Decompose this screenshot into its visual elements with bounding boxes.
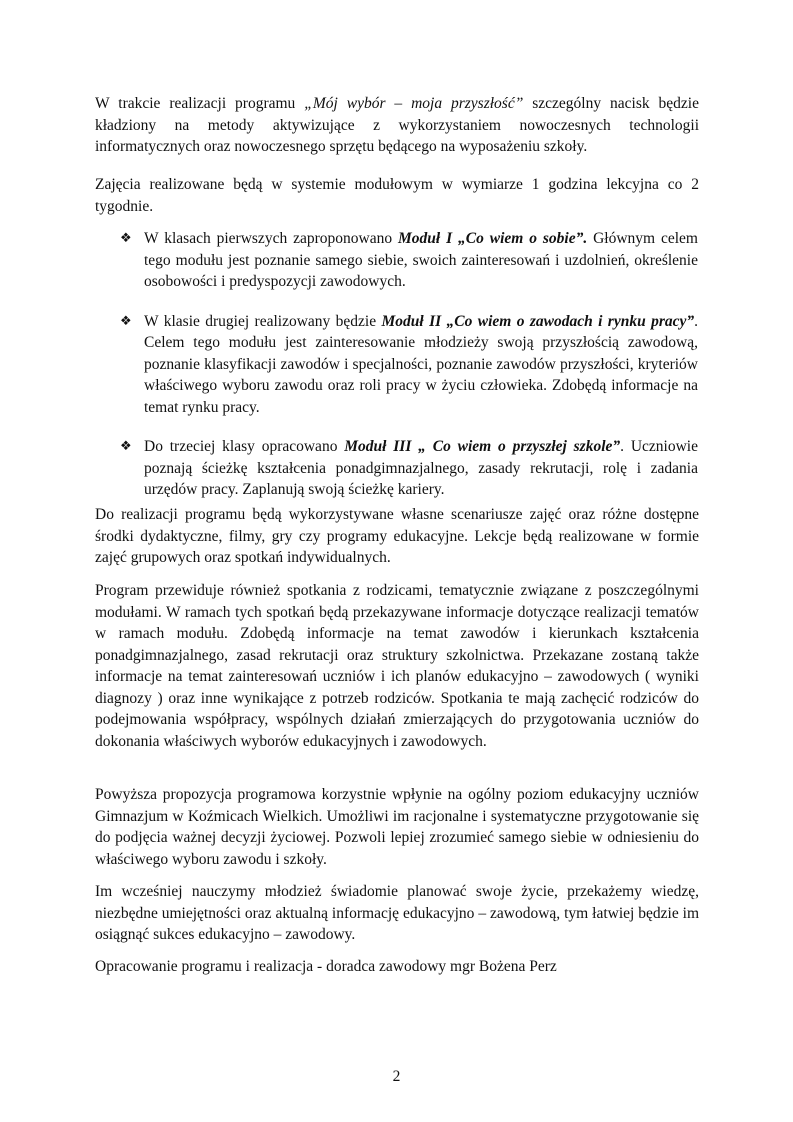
author-line: Opracowanie programu i realizacja - doradca zawodowy mgr Bożena Perz	[95, 958, 557, 975]
module-title: Moduł I „Co wiem o sobie”.	[397, 230, 588, 247]
paragraph-intro-text-a: W trakcie realizacji programu	[95, 95, 305, 112]
paragraph-methods: Do realizacji programu będą wykorzystywane własne scenariusze zajęć oraz różne dostępne środki dydaktyczne, filmy, gry czy programy edukacyjne. Lekcje będą realizowane w formie zajęć grupowych oraz spotkań indywidualnych.	[95, 506, 699, 566]
paragraph-intro	[95, 93, 699, 158]
paragraph-schedule: Zajęcia realizowane będą w systemie modułowym w wymiarze 1 godzina lekcyjna co 2 tygodnie.	[95, 176, 699, 215]
paragraph-intro-text-b: szczególny nacisk będzie kładziony na metody aktywizujące z wykorzystaniem nowoczesnych technologii informatycznych oraz nowoczesnego sprzętu będącego na wyposażeniu szkoły.	[95, 95, 699, 155]
module-item-1	[120, 228, 698, 293]
module-item-text: . Uczniowie poznają ścieżkę kształcenia ponadgimnazjalnego, zasady rekrutacji, rolę i zadania urzędów pracy. Zaplanują swoją ścieżkę kariery.	[144, 438, 698, 498]
diamond-bullet-icon: ❖	[120, 313, 132, 329]
diamond-bullet-icon: ❖	[120, 439, 132, 454]
program-title: „Mój wybór – moja przyszłość”	[304, 95, 524, 112]
module-item-3	[120, 436, 698, 501]
paragraph-conclusion: Im wcześniej nauczymy młodzież świadomie planować swoje życie, przekażemy wiedzę, niezbędne umiejętności oraz aktualną informację edukacyjno – zawodową, tym łatwiej będzie im osiągnąć sukces edukacyjno – zawodowy.	[95, 883, 699, 943]
module-item-2	[120, 311, 698, 419]
module-list	[120, 228, 698, 519]
module-item-text: Do trzeciej klasy opracowano	[144, 438, 345, 455]
module-title: Moduł II „Co wiem o zawodach i rynku pracy”	[381, 312, 695, 330]
diamond-bullet-icon: ❖	[120, 231, 132, 246]
module-item-text: . Celem tego modułu jest zainteresowanie młodzieży swoją przyszłością zawodową, poznanie klasyfikacji zawodów i specjalności, poznanie zawodów przyszłości, kryteriów właściwego wyboru zawodu oraz roli pracy w życiu człowieka. Zdobędą informacje na temat rynku pracy.	[144, 312, 699, 416]
module-item-text: Głównym celem tego modułu jest poznanie samego siebie, swoich zainteresowań i uzdolnień, określenie osobowości i predyspozycji zawodowych.	[144, 230, 698, 290]
module-item-text: W klasach pierwszych zaproponowano	[144, 230, 398, 247]
paragraph-parents: Program przewiduje również spotkania z rodzicami, tematycznie związane z poszczególnymi modułami. W ramach tych spotkań będą przekazywane informacje dotyczące realizacji tematów w ramach modułu. Zdobędą informacje na temat zawodów i kierunkach kształcenia ponadgimnazjalnego, zasad rekrutacji oraz struktury szkolnictwa. Przekazane zostaną także informacje na temat zainteresowań uczniów i ich planów edukacyjno – zawodowych ( wyniki diagnozy ) oraz inne wynikające z potrzeb rodziców. Spotkania te mają zachęcić rodziców do podejmowania współpracy, wspólnych działań zmierzających do przygotowania uczniów do dokonania właściwych wyborów edukacyjnych i zawodowych.	[95, 582, 699, 750]
page-number: 2	[392, 1068, 401, 1085]
module-item-text: W klasie drugiej realizowany będzie	[144, 312, 382, 330]
module-title: Moduł III „ Co wiem o przyszłej szkole”	[344, 438, 621, 455]
paragraph-benefits: Powyższa propozycja programowa korzystnie wpłynie na ogólny poziom edukacyjny uczniów Gimnazjum w Koźmicach Wielkich. Umożliwi im racjonalne i systematyczne przygotowanie się do podjęcia ważnej decyzji życiowej. Pozwoli lepiej zrozumieć samego siebie w odniesieniu do właściwego wyboru zawodu i szkoły.	[95, 786, 699, 868]
